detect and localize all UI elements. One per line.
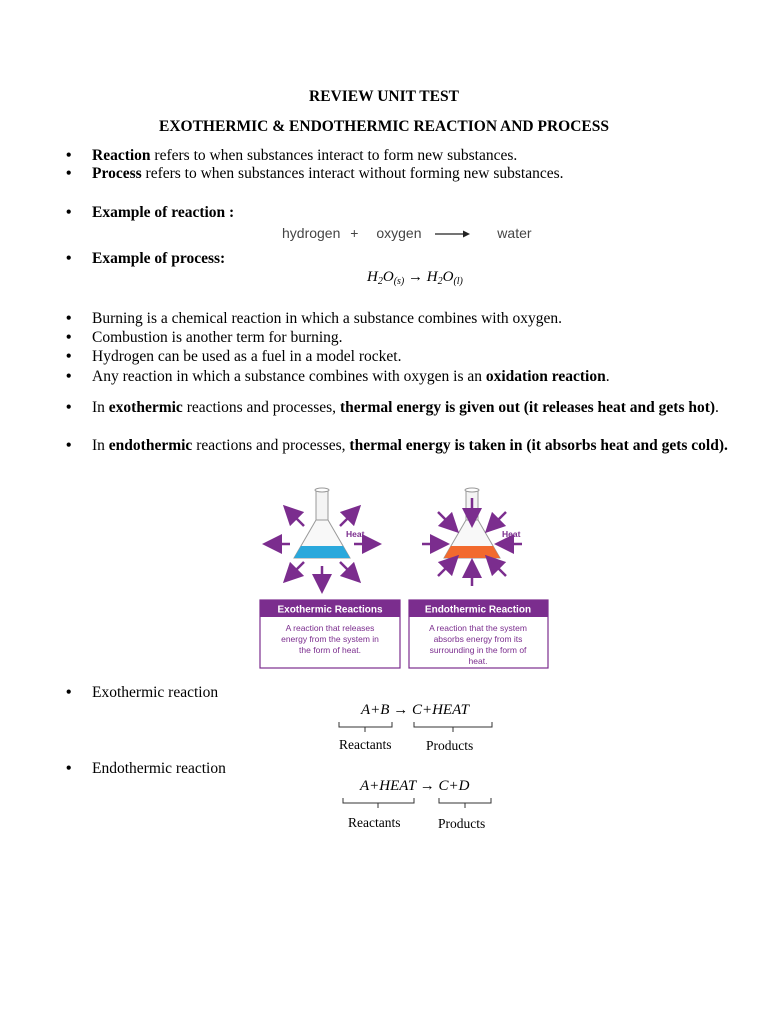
exo-box-title: Exothermic Reactions xyxy=(277,604,383,616)
bullet-icon: • xyxy=(66,399,72,416)
bullet-icon: • xyxy=(66,147,72,164)
word-hydrogen: hydrogen xyxy=(282,225,341,241)
exo-desc-line: A reaction that releases xyxy=(285,623,375,633)
bullet-icon: • xyxy=(66,368,72,385)
right-arrow-icon xyxy=(435,229,471,239)
bullet-icon: • xyxy=(66,437,72,454)
endo-desc-line: absorbs energy from its xyxy=(433,634,523,644)
page-title: REVIEW UNIT TEST xyxy=(309,88,459,105)
word-plus: + xyxy=(350,225,359,241)
exo-desc-line: energy from the system in xyxy=(281,634,379,644)
bullet-icon: • xyxy=(66,165,72,182)
exothermic-brackets xyxy=(336,721,498,735)
endo-desc-line: A reaction that the system xyxy=(429,623,527,633)
exo-reactants-label: Reactants xyxy=(339,737,392,752)
endo-heat-label: Heat xyxy=(502,529,521,539)
bullet-icon: • xyxy=(66,204,72,221)
bullet-icon: • xyxy=(66,348,72,365)
word-oxygen: oxygen xyxy=(376,225,422,241)
endo-reactants-label: Reactants xyxy=(348,815,401,830)
endothermic-equation: A+HEAT → C+D xyxy=(360,778,470,794)
bullet-icon: • xyxy=(66,684,72,701)
word-equation xyxy=(282,225,532,241)
exothermic-equation: A+B → C+HEAT xyxy=(361,702,470,718)
bullet-icon: • xyxy=(66,329,72,346)
figure-graphic xyxy=(258,486,550,670)
bullet-icon: • xyxy=(66,310,72,327)
endo-products-label: Products xyxy=(438,816,486,831)
word-water: water xyxy=(497,225,532,241)
bullet-icon: • xyxy=(66,250,72,267)
exo-desc-line: the form of heat. xyxy=(299,645,361,655)
bullet-icon: • xyxy=(66,760,72,777)
page-subtitle: EXOTHERMIC & ENDOTHERMIC REACTION AND PROCESS xyxy=(159,118,609,135)
endo-box-title: Endothermic Reaction xyxy=(424,604,532,616)
endothermic-brackets xyxy=(340,797,496,811)
exo-heat-label: Heat xyxy=(346,529,365,539)
endo-desc-line: surrounding in the form of xyxy=(429,645,527,655)
exo-endo-figure xyxy=(258,486,550,670)
exo-products-label: Products xyxy=(426,738,474,753)
endo-desc-line: heat. xyxy=(468,656,488,666)
process-equation: $H_2O_{(s)} \to H_2O_{(l)}$ xyxy=(367,269,463,287)
